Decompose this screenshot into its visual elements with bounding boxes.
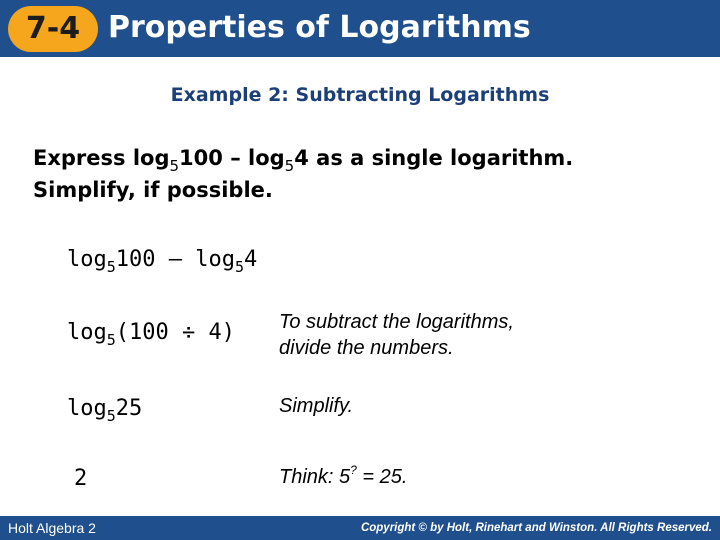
problem-line-1: Express $\log_5100 - \log_54$ as a single logarithm. <box>33 146 574 175</box>
header-bar <box>0 0 720 57</box>
step-3-note: Simplify. <box>279 395 354 417</box>
step-3-expression: $\log_525$ <box>67 396 143 425</box>
step-2-note <box>279 309 514 361</box>
page-title: Properties of Logarithms <box>108 10 531 45</box>
lesson-badge <box>8 6 98 52</box>
footer-bar <box>0 516 720 540</box>
step-1-expression: $\log_5100 - \log_54$ <box>67 247 258 276</box>
example-subtitle: Example 2: Subtracting Logarithms <box>170 84 550 106</box>
problem-statement <box>33 143 573 205</box>
step-2-note-line-2: divide the numbers. <box>279 337 454 359</box>
step-4-note: Think: 5? = 25. <box>279 463 408 488</box>
footer-copyright: Copyright © by Holt, Rinehart and Winston. All Rights Reserved. <box>360 522 712 534</box>
step-4-result: 2 <box>74 466 88 491</box>
footer-course: Holt Algebra 2 <box>8 520 96 536</box>
step-2-note-line-1: To subtract the logarithms, <box>279 311 514 333</box>
step-2-expression: $\log_5(100 \div 4)$ <box>67 320 235 349</box>
problem-line-2: Simplify, if possible. <box>33 178 273 202</box>
lesson-number: 7-4 <box>25 11 81 46</box>
